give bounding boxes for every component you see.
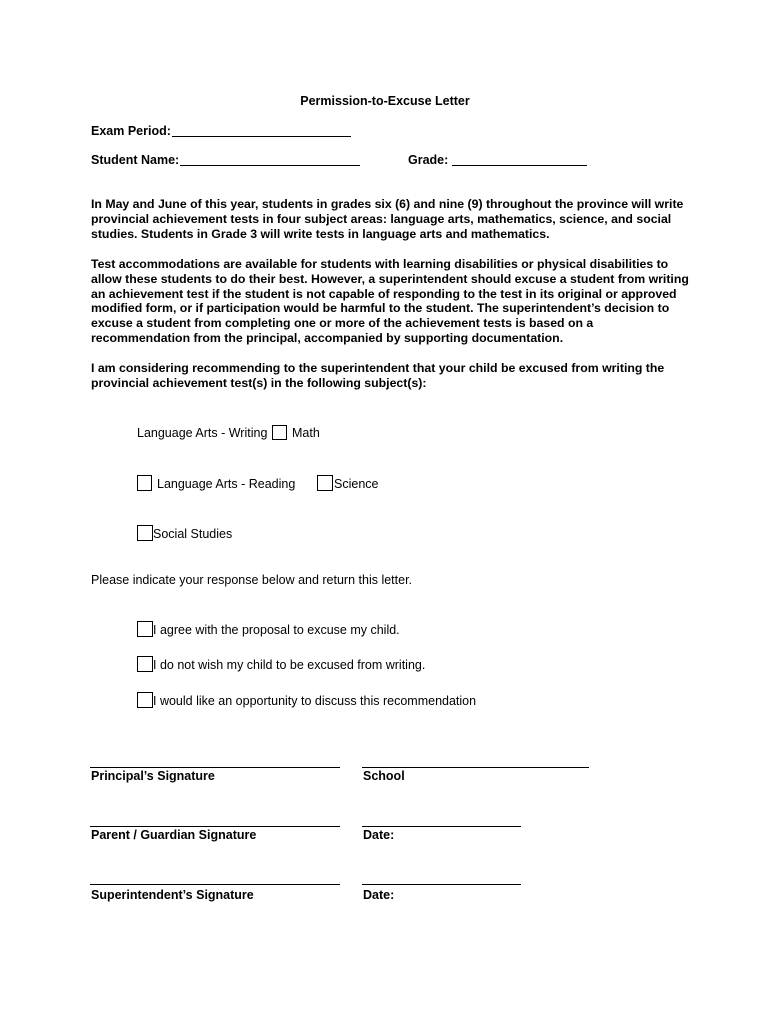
school-line[interactable] bbox=[362, 767, 589, 768]
subject-social-studies-label: Social Studies bbox=[153, 527, 233, 541]
discuss-checkbox[interactable] bbox=[137, 692, 153, 708]
accommodations-paragraph bbox=[91, 257, 691, 346]
parent-date-label: Date: bbox=[363, 828, 395, 842]
science-checkbox[interactable] bbox=[317, 475, 333, 491]
math-checkbox[interactable] bbox=[272, 425, 287, 440]
parent-signature-label: Parent / Guardian Signature bbox=[91, 828, 257, 842]
paragraph-3: I am considering recommending to the superintendent that your child be excused from writing the provincial achievement test(s) in the following subject(s): bbox=[91, 361, 665, 390]
social-studies-checkbox[interactable] bbox=[137, 525, 153, 541]
grade-label: Grade: bbox=[408, 153, 449, 167]
recommendation-paragraph bbox=[91, 361, 691, 391]
intro-paragraph bbox=[91, 197, 691, 241]
subject-math-label: Math bbox=[292, 426, 320, 440]
language-arts-reading-checkbox[interactable] bbox=[137, 475, 152, 491]
superintendent-signature-label: Superintendent’s Signature bbox=[91, 888, 254, 902]
exam-period-label: Exam Period: bbox=[91, 124, 171, 138]
superintendent-date-line[interactable] bbox=[362, 884, 521, 885]
disagree-checkbox[interactable] bbox=[137, 656, 153, 672]
agree-checkbox[interactable] bbox=[137, 621, 153, 637]
student-name-label: Student Name: bbox=[91, 153, 180, 167]
response-instruction: Please indicate your response below and return this letter. bbox=[91, 573, 413, 587]
principal-signature-line[interactable] bbox=[90, 767, 340, 768]
subject-science-label: Science bbox=[334, 477, 379, 491]
discuss-label: I would like an opportunity to discuss this recommendation bbox=[153, 694, 477, 708]
paragraph-1: In May and June of this year, students in grades six (6) and nine (9) throughout the province will write provincial achievement tests in four subject areas: language arts, mathematics, science, and social studies. Students in Grade 3 will write tests in language arts and mathematics. bbox=[91, 197, 684, 241]
parent-date-line[interactable] bbox=[362, 826, 521, 827]
superintendent-signature-line[interactable] bbox=[90, 884, 340, 885]
student-name-field[interactable] bbox=[180, 165, 360, 166]
principal-signature-label: Principal’s Signature bbox=[91, 769, 215, 783]
grade-field[interactable] bbox=[452, 165, 587, 166]
subject-language-arts-writing-label: Language Arts - Writing bbox=[137, 426, 268, 440]
agree-label: I agree with the proposal to excuse my child. bbox=[153, 623, 400, 637]
subject-language-arts-reading-label: Language Arts - Reading bbox=[157, 477, 296, 491]
school-label: School bbox=[363, 769, 405, 783]
disagree-label: I do not wish my child to be excused from writing. bbox=[153, 658, 426, 672]
superintendent-date-label: Date: bbox=[363, 888, 395, 902]
parent-signature-line[interactable] bbox=[90, 826, 340, 827]
page-title: Permission-to-Excuse Letter bbox=[300, 94, 470, 108]
exam-period-field[interactable] bbox=[172, 136, 351, 137]
paragraph-2: Test accommodations are available for students with learning disabilities or physical disabilities to allow these students to do their best. However, a superintendent should excuse a student from writing an achievement test if the student is not capable of responding to the test in its original or approved modified form, or if participation would be harmful to the student. The superintendent’s decision to excuse a student from completing one or more of the achievement tests is based on a recommendation from the principal, accompanied by supporting documentation. bbox=[91, 257, 689, 345]
